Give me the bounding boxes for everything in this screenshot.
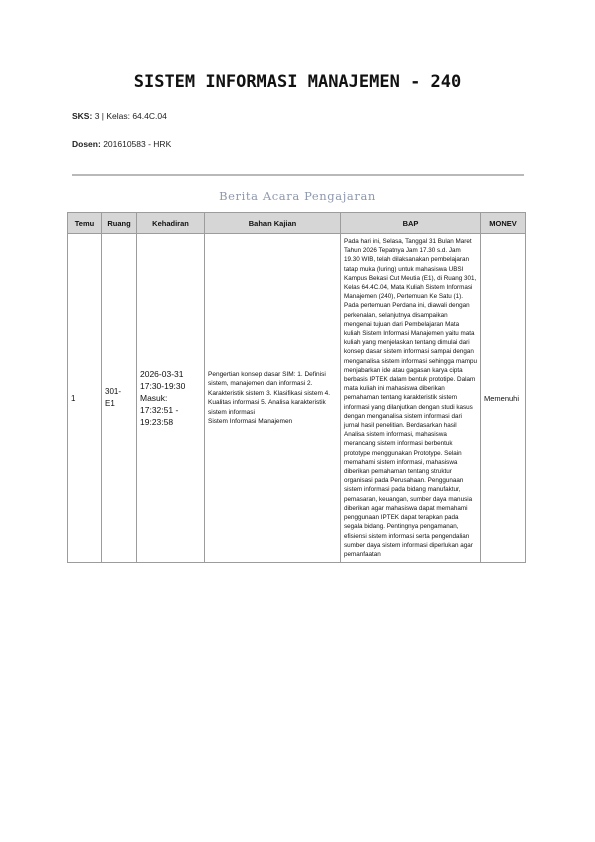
cell-temu: 1 [68, 234, 102, 563]
col-header-temu: Temu [68, 213, 102, 234]
bap-table [67, 212, 526, 563]
col-header-bap: BAP [341, 213, 481, 234]
col-header-ruang: Ruang [102, 213, 137, 234]
cell-ruang: 301- E1 [102, 234, 137, 563]
dosen-line [72, 139, 171, 149]
col-header-bahan-kajian: Bahan Kajian [205, 213, 341, 234]
cell-bahan-kajian: Pengertian konsep dasar SIM: 1. Definisi sistem, manajemen dan informasi 2. Karakteristik sistem 3. Klasifikasi sistem 4. Kualitas informasi 5. Analisa karakteristik sistem informasi Sistem Informasi Manajemen [205, 234, 341, 563]
sks-kelas-line [72, 111, 167, 121]
sks-kelas-value: 3 | Kelas: 64.4C.04 [94, 111, 167, 121]
section-title: Berita Acara Pengajaran [219, 189, 376, 203]
sks-label: SKS: [72, 111, 93, 121]
col-header-monev: MONEV [481, 213, 526, 234]
cell-monev: Memenuhi [481, 234, 526, 563]
course-title: SISTEM INFORMASI MANAJEMEN - 240 [133, 72, 462, 92]
cell-bap: Pada hari ini, Selasa, Tanggal 31 Bulan Maret Tahun 2026 Tepatnya Jam 17.30 s.d. Jam 19.30 WIB, telah dilaksanakan pembelajaran tatap muka (luring) untuk mahasiswa UBSI Kampus Bekasi Cut Meutia (E1), di Ruang 301, Kelas 64.4C.04, Mata Kuliah Sistem Informasi Manajemen (240), Pertemuan Ke Satu (1). Pada pertemuan Perdana ini, diawali dengan perkenalan, selanjutnya disampaikan mengenai tujuan dari Pembelajaran Mata kuliah Sistem Informasi Manajemen yaitu mata kuliah yang menjelaskan tentang dimulai dari konsep dasar sistem informasi sampai dengan menganalisa sistem informasi sehingga mampu menjabarkan ide atau gagasan karya cipta berbasis IPTEK dalam bentuk prototipe. Dalam mata kuliah ini mahasiswa diberikan pemahaman tentang karakteristik sistem informasi yang dilanjutkan dengan studi kasus dengan menganalisa sistem informasi dari jurnal hasil penelitian. Berdasarkan hasil Analisa sistem informasi, mahasiswa merancang sistem informasi berbentuk prototype menggunakan Prototype. Selain memahami sistem informasi, mahasiswa diberikan pemahaman tentang struktur organisasi pada Perusahaan. Penggunaan sistem informasi pada bidang manufaktur, pemasaran, keuangan, sumber daya manusia diberikan agar mahasiswa dapat memahami penggunaan IPTEK dapat terapkan pada segala bidang. Pentingnya pengamanan, efisiensi sistem informasi serta pengendalian sumber daya sistem informasi diperlukan agar pemanfaatan [341, 234, 481, 563]
col-header-kehadiran: Kehadiran [137, 213, 205, 234]
table-row [68, 234, 526, 563]
cell-kehadiran: 2026-03-31 17:30-19:30 Masuk: 17:32:51 - 19:23:58 [137, 234, 205, 563]
dosen-value: 201610583 - HRK [103, 139, 172, 149]
dosen-label: Dosen: [72, 139, 101, 149]
table-header-row [68, 213, 526, 234]
section-divider [72, 174, 524, 176]
